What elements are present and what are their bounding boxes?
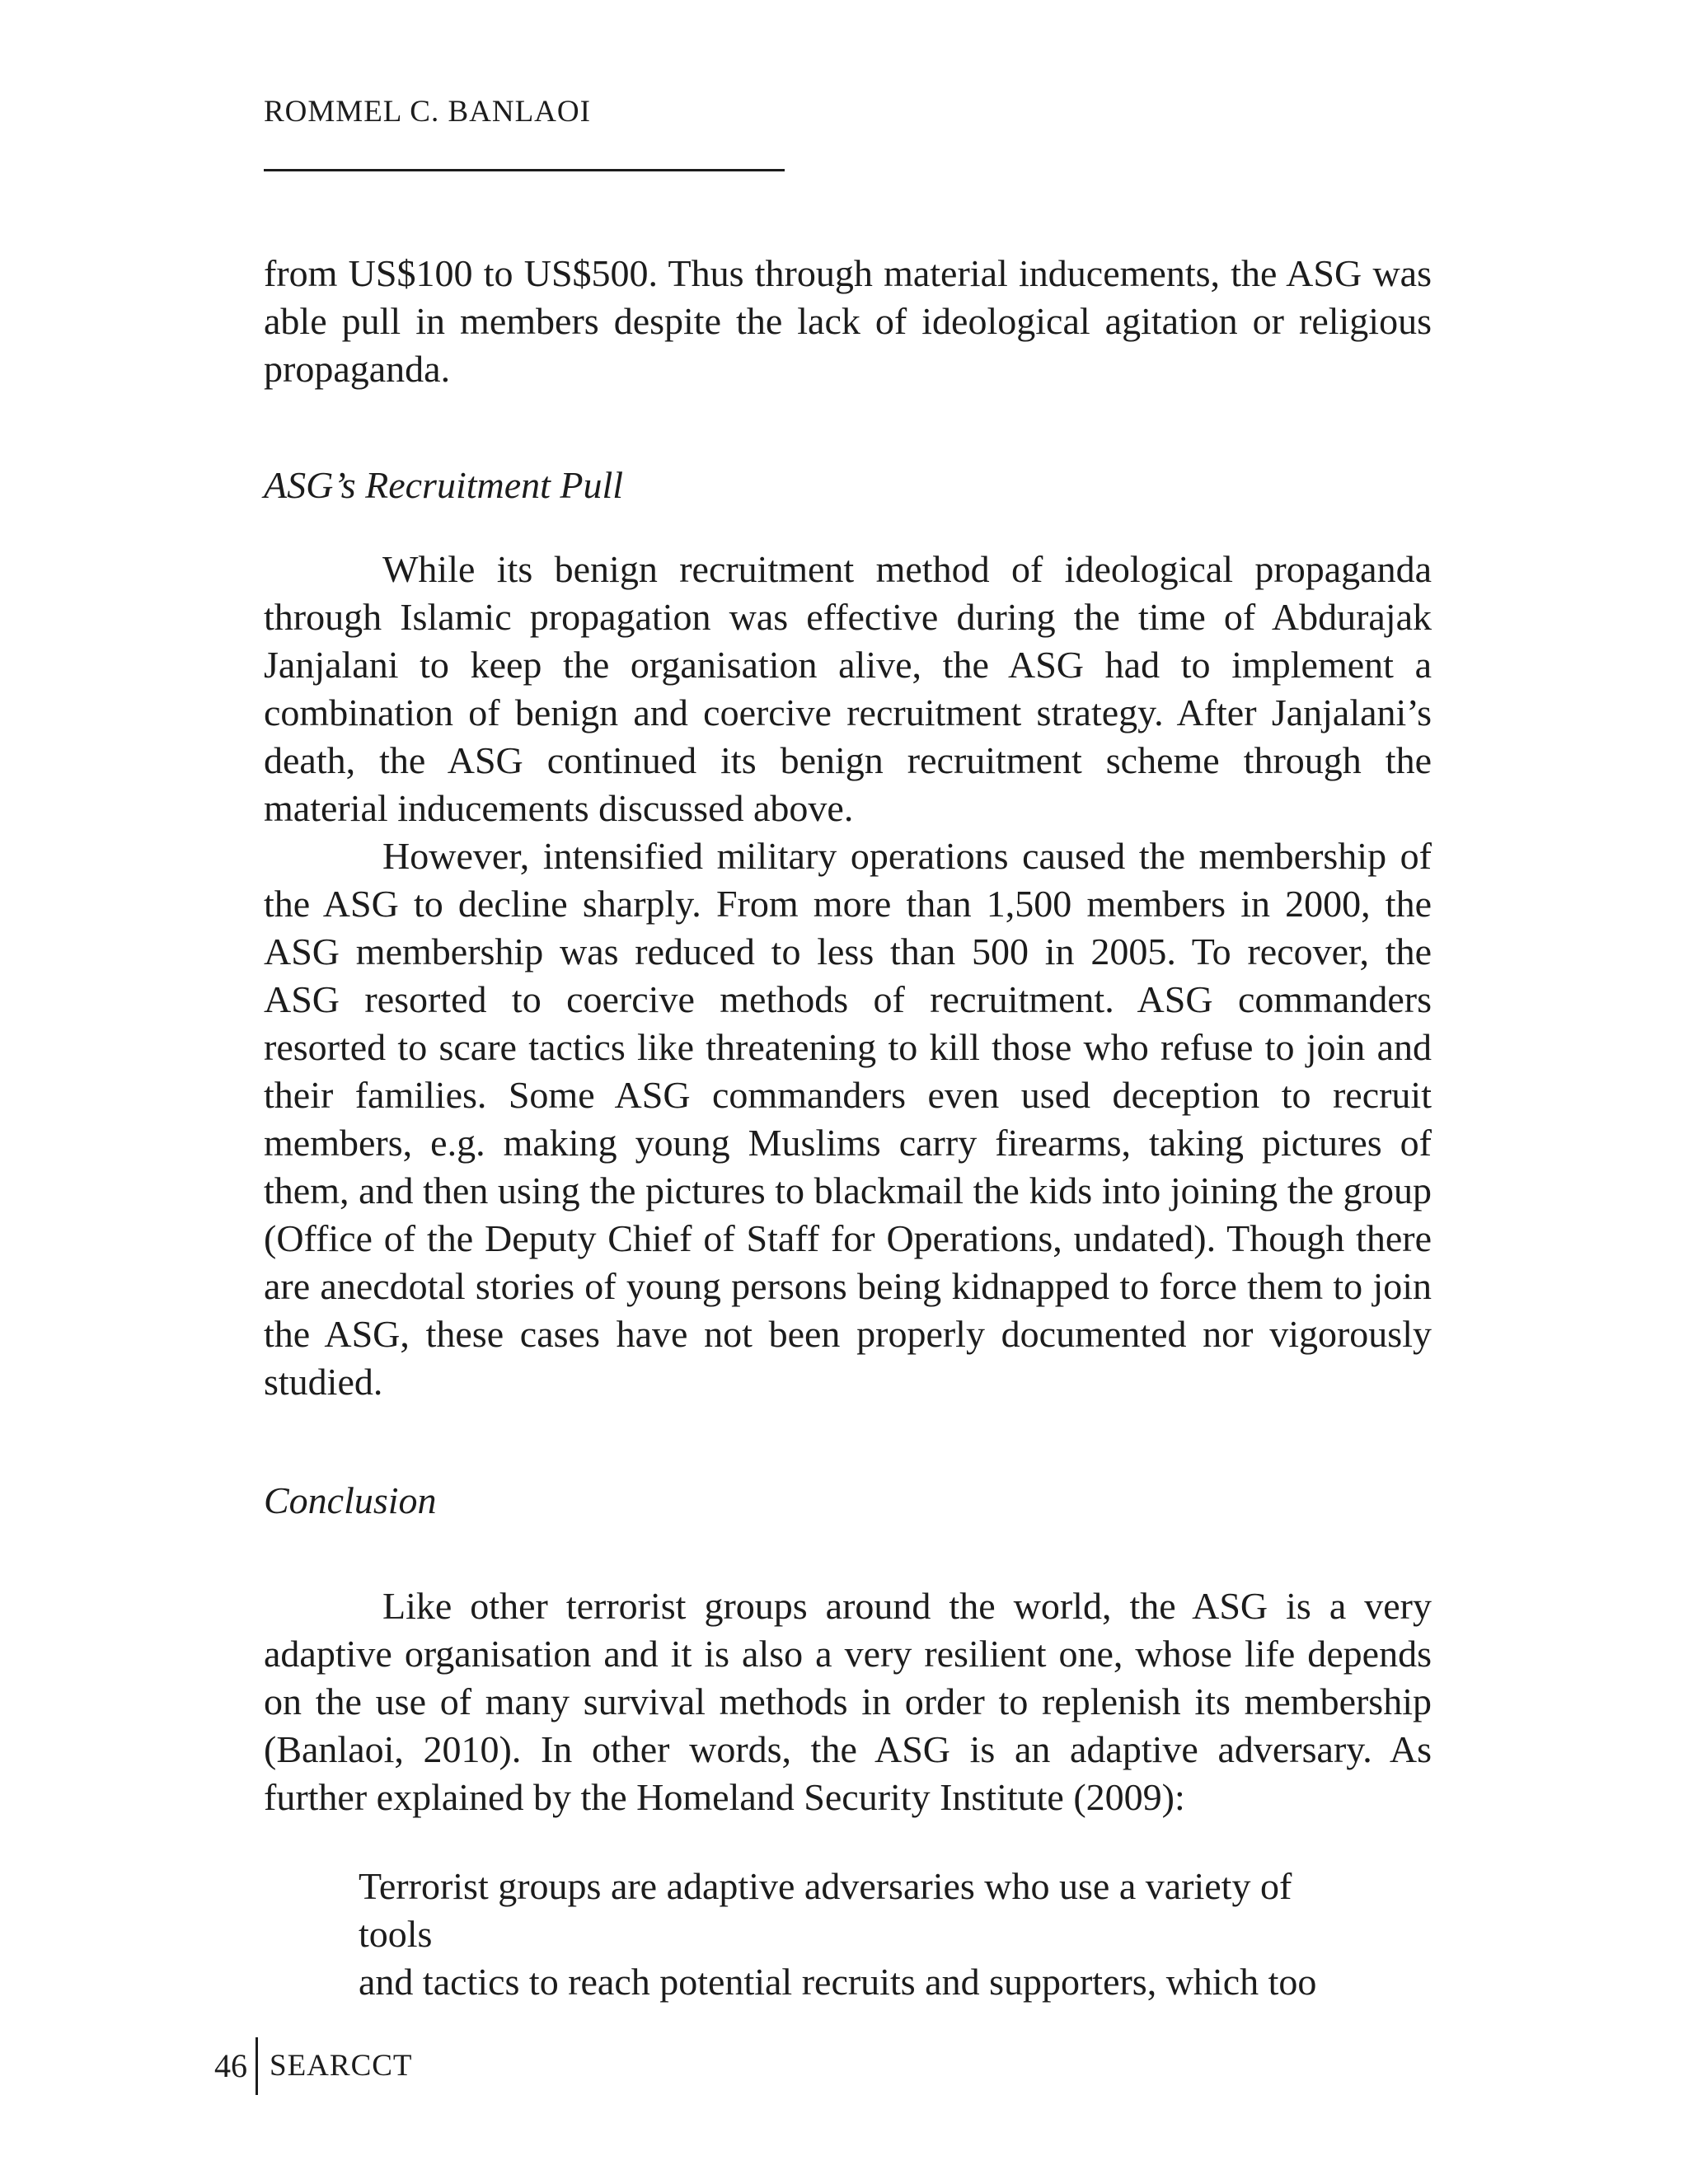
header-rule <box>264 169 785 171</box>
section-heading-recruitment: ASG’s Recruitment Pull <box>264 464 624 506</box>
paragraph-recruitment-2: However, intensified military operations caused the membership of the ASG to decline sharply. From more than 1,500 members in 2000, the ASG membership was reduced to less than 500 in 2005. To recover, the ASG resorted to coercive methods of recruitment. ASG commanders resorted to scare tactics like threatening to kill those who refuse to join and their families. Some ASG commanders even used deception to recruit members, e.g. making young Muslims carry firearms, taking pictures of them, and then using the pictures to blackmail the kids into joining the group (Office of the Deputy Chief of Staff for Operations, undated). Though there are anecdotal stories of young persons being kidnapped to force them to join the ASG, these cases have not been properly documented nor vigorously studied. <box>264 835 1432 1403</box>
paragraph-recruitment-1: While its benign recruitment method of ideological propaganda through Islamic propagation was effective during the time of Abdurajak Janjalani to keep the organisation alive, the ASG had to implement a combination of benign and coercive recruitment strategy. After Janjalani’s death, the ASG continued its benign recruitment scheme through the material inducements discussed above. <box>264 548 1432 829</box>
running-head-author: ROMMEL C. BANLAOI <box>264 95 591 129</box>
block-quote-line: and tactics to reach potential recruits and supporters, which too <box>359 1961 1317 2003</box>
page-footer <box>214 2042 413 2090</box>
section-heading-conclusion: Conclusion <box>264 1479 437 1521</box>
paragraph-intro: from US$100 to US$500. Thus through material inducements, the ASG was able pull in members despite the lack of ideological agitation or religious propaganda. <box>264 252 1432 390</box>
journal-name: SEARCCT <box>270 2049 413 2083</box>
footer-divider <box>256 2037 258 2095</box>
block-quote <box>359 1863 1348 2006</box>
paragraph-conclusion: Like other terrorist groups around the world, the ASG is a very adaptive organisation and it is also a very resilient one, whose life depends on the use of many survival methods in order to replenish its membership (Banlaoi, 2010). In other words, the ASG is an adaptive adversary. As further explained by the Homeland Security Institute (2009): <box>264 1585 1432 1818</box>
page-number: 46 <box>214 2047 247 2084</box>
block-quote-line: Terrorist groups are adaptive adversaries who use a variety of tools <box>359 1865 1292 1955</box>
